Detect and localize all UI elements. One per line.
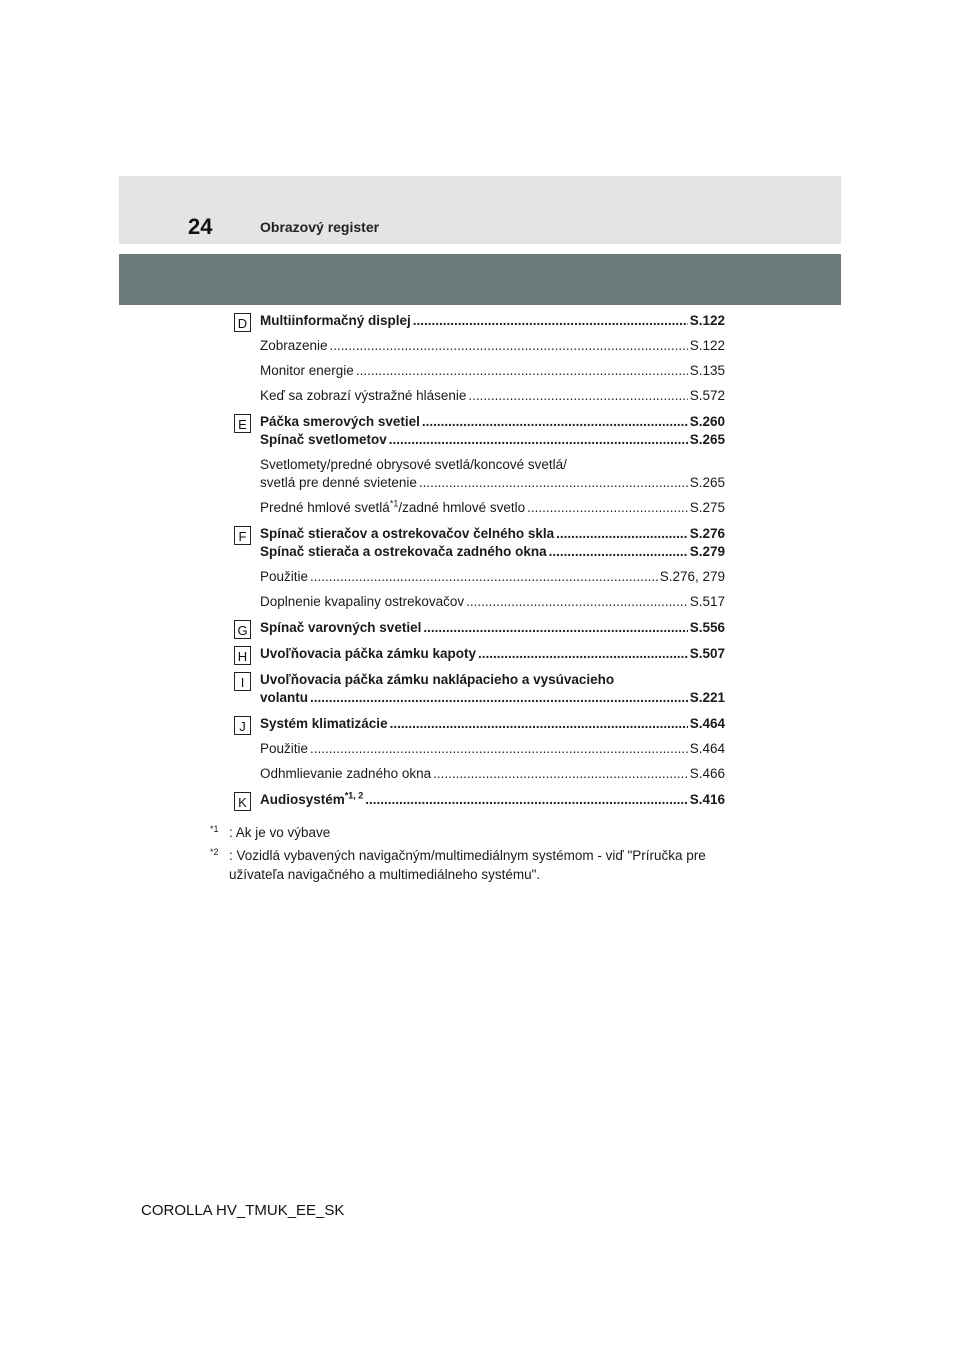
section-badge: F [234,526,251,545]
entry-label [260,362,354,380]
index-section [210,671,725,707]
entry-label-text: Keď sa zobrazí výstražné hlásenie [260,388,467,403]
entry-label-text: Odhmlievanie zadného okna [260,766,432,781]
entry-label [260,474,417,492]
index-entry[interactable] [260,499,725,517]
index-section [210,715,725,783]
dot-leader [356,362,688,380]
footnote-ref: *1, 2 [344,790,364,801]
entry-label-text: Páčka smerových svetiel [260,414,420,429]
entry-label-text: Systém klimatizácie [260,716,388,731]
header-bar [119,254,841,305]
page-title: Obrazový register [260,219,380,235]
index-entry[interactable] [260,543,725,561]
index-entry[interactable] [260,431,725,449]
page-reference[interactable]: S.507 [689,646,725,661]
index-entry[interactable] [260,645,725,663]
footnote-ref: *1 [389,498,399,509]
index-section [210,413,725,517]
dot-leader [310,689,688,707]
section-badge: G [234,620,251,639]
entry-label-text-after: /zadné hmlové svetlo [398,500,526,515]
page-reference[interactable]: S.265 [689,432,725,447]
entry-label-text: Multiinformačný displej [260,313,411,328]
index-entry[interactable] [260,362,725,380]
entry-label-text: Audiosystém [260,792,345,807]
entry-label [260,740,308,758]
page-reference[interactable]: S.276 [689,526,725,541]
page-reference[interactable]: S.122 [689,313,725,328]
index-entry[interactable] [260,715,725,733]
entry-label-text: Spínač stierača a ostrekovača zadného okna [260,544,547,559]
dot-leader [556,525,688,543]
entry-label [260,568,308,586]
footer-code: COROLLA HV_TMUK_EE_SK [141,1202,345,1219]
entry-label-line: Uvoľňovacia páčka zámku naklápacieho a vysúvacieho [260,672,615,687]
page-reference[interactable]: S.416 [689,792,725,807]
entry-label [260,431,387,449]
entry-label [260,765,431,783]
dot-leader [527,499,688,517]
entry-label-text: svetlá pre denné svietenie [260,475,417,490]
entry-label [260,645,476,663]
footnote-text: : Ak je vo výbave [229,825,331,840]
entry-label [260,499,525,517]
header-band [119,176,841,244]
entry-label-text: Spínač svetlometov [260,432,387,447]
dot-leader [310,740,688,758]
entry-label-text: Monitor energie [260,363,354,378]
page-reference[interactable]: S.265 [689,475,725,490]
index-entry[interactable] [260,791,725,809]
index-entry[interactable] [260,525,725,543]
page-number: 24 [188,214,213,239]
index-entry[interactable] [260,312,725,330]
page-reference[interactable]: S.466 [689,766,725,781]
dot-leader [468,387,687,405]
entry-label-text: Doplnenie kvapaliny ostrekovačov [260,594,465,609]
index-section [210,525,725,611]
page-reference[interactable]: S.517 [689,594,725,609]
index-entry[interactable] [260,387,725,405]
index-entry[interactable] [260,337,725,355]
dot-leader [433,765,688,783]
footnotes [210,823,750,888]
footnote-text: : Vozidlá vybavených navigačným/multimediálnym systémom - viď "Príručka pre užívateľa navigačného a multimediálneho systému". [229,848,706,882]
index-entry[interactable] [260,765,725,783]
index-entry[interactable] [260,619,725,637]
index-entry[interactable] [260,474,725,492]
entry-label-text: Predné hmlové svetlá [260,500,390,515]
entry-label [260,791,363,809]
dot-leader [310,568,658,586]
dot-leader [413,312,688,330]
index-entry[interactable] [260,413,725,431]
page-reference[interactable]: S.122 [689,338,725,353]
entry-label-line: Svetlomety/predné obrysové svetlá/koncové svetlá/ [260,457,567,472]
index-section [210,619,725,637]
section-badge: I [234,672,251,691]
entry-label [260,337,328,355]
page-reference[interactable]: S.464 [689,716,725,731]
entry-label [260,387,466,405]
index-section [210,791,725,809]
entry-label [260,312,411,330]
index-entry[interactable] [260,568,725,586]
index-entry[interactable] [260,740,725,758]
index-section [210,312,725,405]
entry-label [260,413,420,431]
dot-leader [423,619,687,637]
dot-leader [365,791,687,809]
page-reference[interactable]: S.279 [689,544,725,559]
dot-leader [389,431,688,449]
page-reference[interactable]: S.572 [689,388,725,403]
entry-label-text: volantu [260,690,309,705]
entry-label [260,525,554,543]
footnote: *2 : Vozidlá vybavených navigačným/multimediálnym systémom - viď "Príručka pre užívateľa navigačného a multimediálneho systému". [210,847,706,882]
entry-label-text: Spínač varovných svetiel [260,620,422,635]
page-reference[interactable]: S.135 [689,363,725,378]
dot-leader [390,715,688,733]
entry-label [260,543,547,561]
section-badge: E [234,414,251,433]
dot-leader [466,593,688,611]
dot-leader [422,413,688,431]
page-reference[interactable]: S.221 [689,690,725,705]
section-badge: J [234,716,251,735]
page-reference[interactable]: S.276, 279 [659,569,725,584]
index-list [210,312,725,809]
entry-label [260,689,308,707]
entry-label-text: Použitie [260,569,309,584]
section-badge: K [234,792,251,811]
page-reference[interactable]: S.260 [689,414,725,429]
dot-leader [478,645,688,663]
entry-label [260,619,421,637]
entry-label-text: Spínač stieračov a ostrekovačov čelného skla [260,526,555,541]
dot-leader [549,543,688,561]
page-reference[interactable]: S.556 [689,620,725,635]
entry-label-text: Použitie [260,741,309,756]
section-badge: H [234,646,251,665]
section-badge: D [234,313,251,332]
dot-leader [330,337,688,355]
entry-label [260,715,388,733]
dot-leader [419,474,688,492]
index-section [210,645,725,663]
entry-label-text: Zobrazenie [260,338,328,353]
index-entry[interactable] [260,593,725,611]
entry-label-text: Uvoľňovacia páčka zámku kapoty [260,646,477,661]
index-entry[interactable] [260,689,725,707]
footnote: *1 : Ak je vo výbave [210,824,331,840]
page-reference[interactable]: S.275 [689,500,725,515]
page-reference[interactable]: S.464 [689,741,725,756]
entry-label [260,593,464,611]
